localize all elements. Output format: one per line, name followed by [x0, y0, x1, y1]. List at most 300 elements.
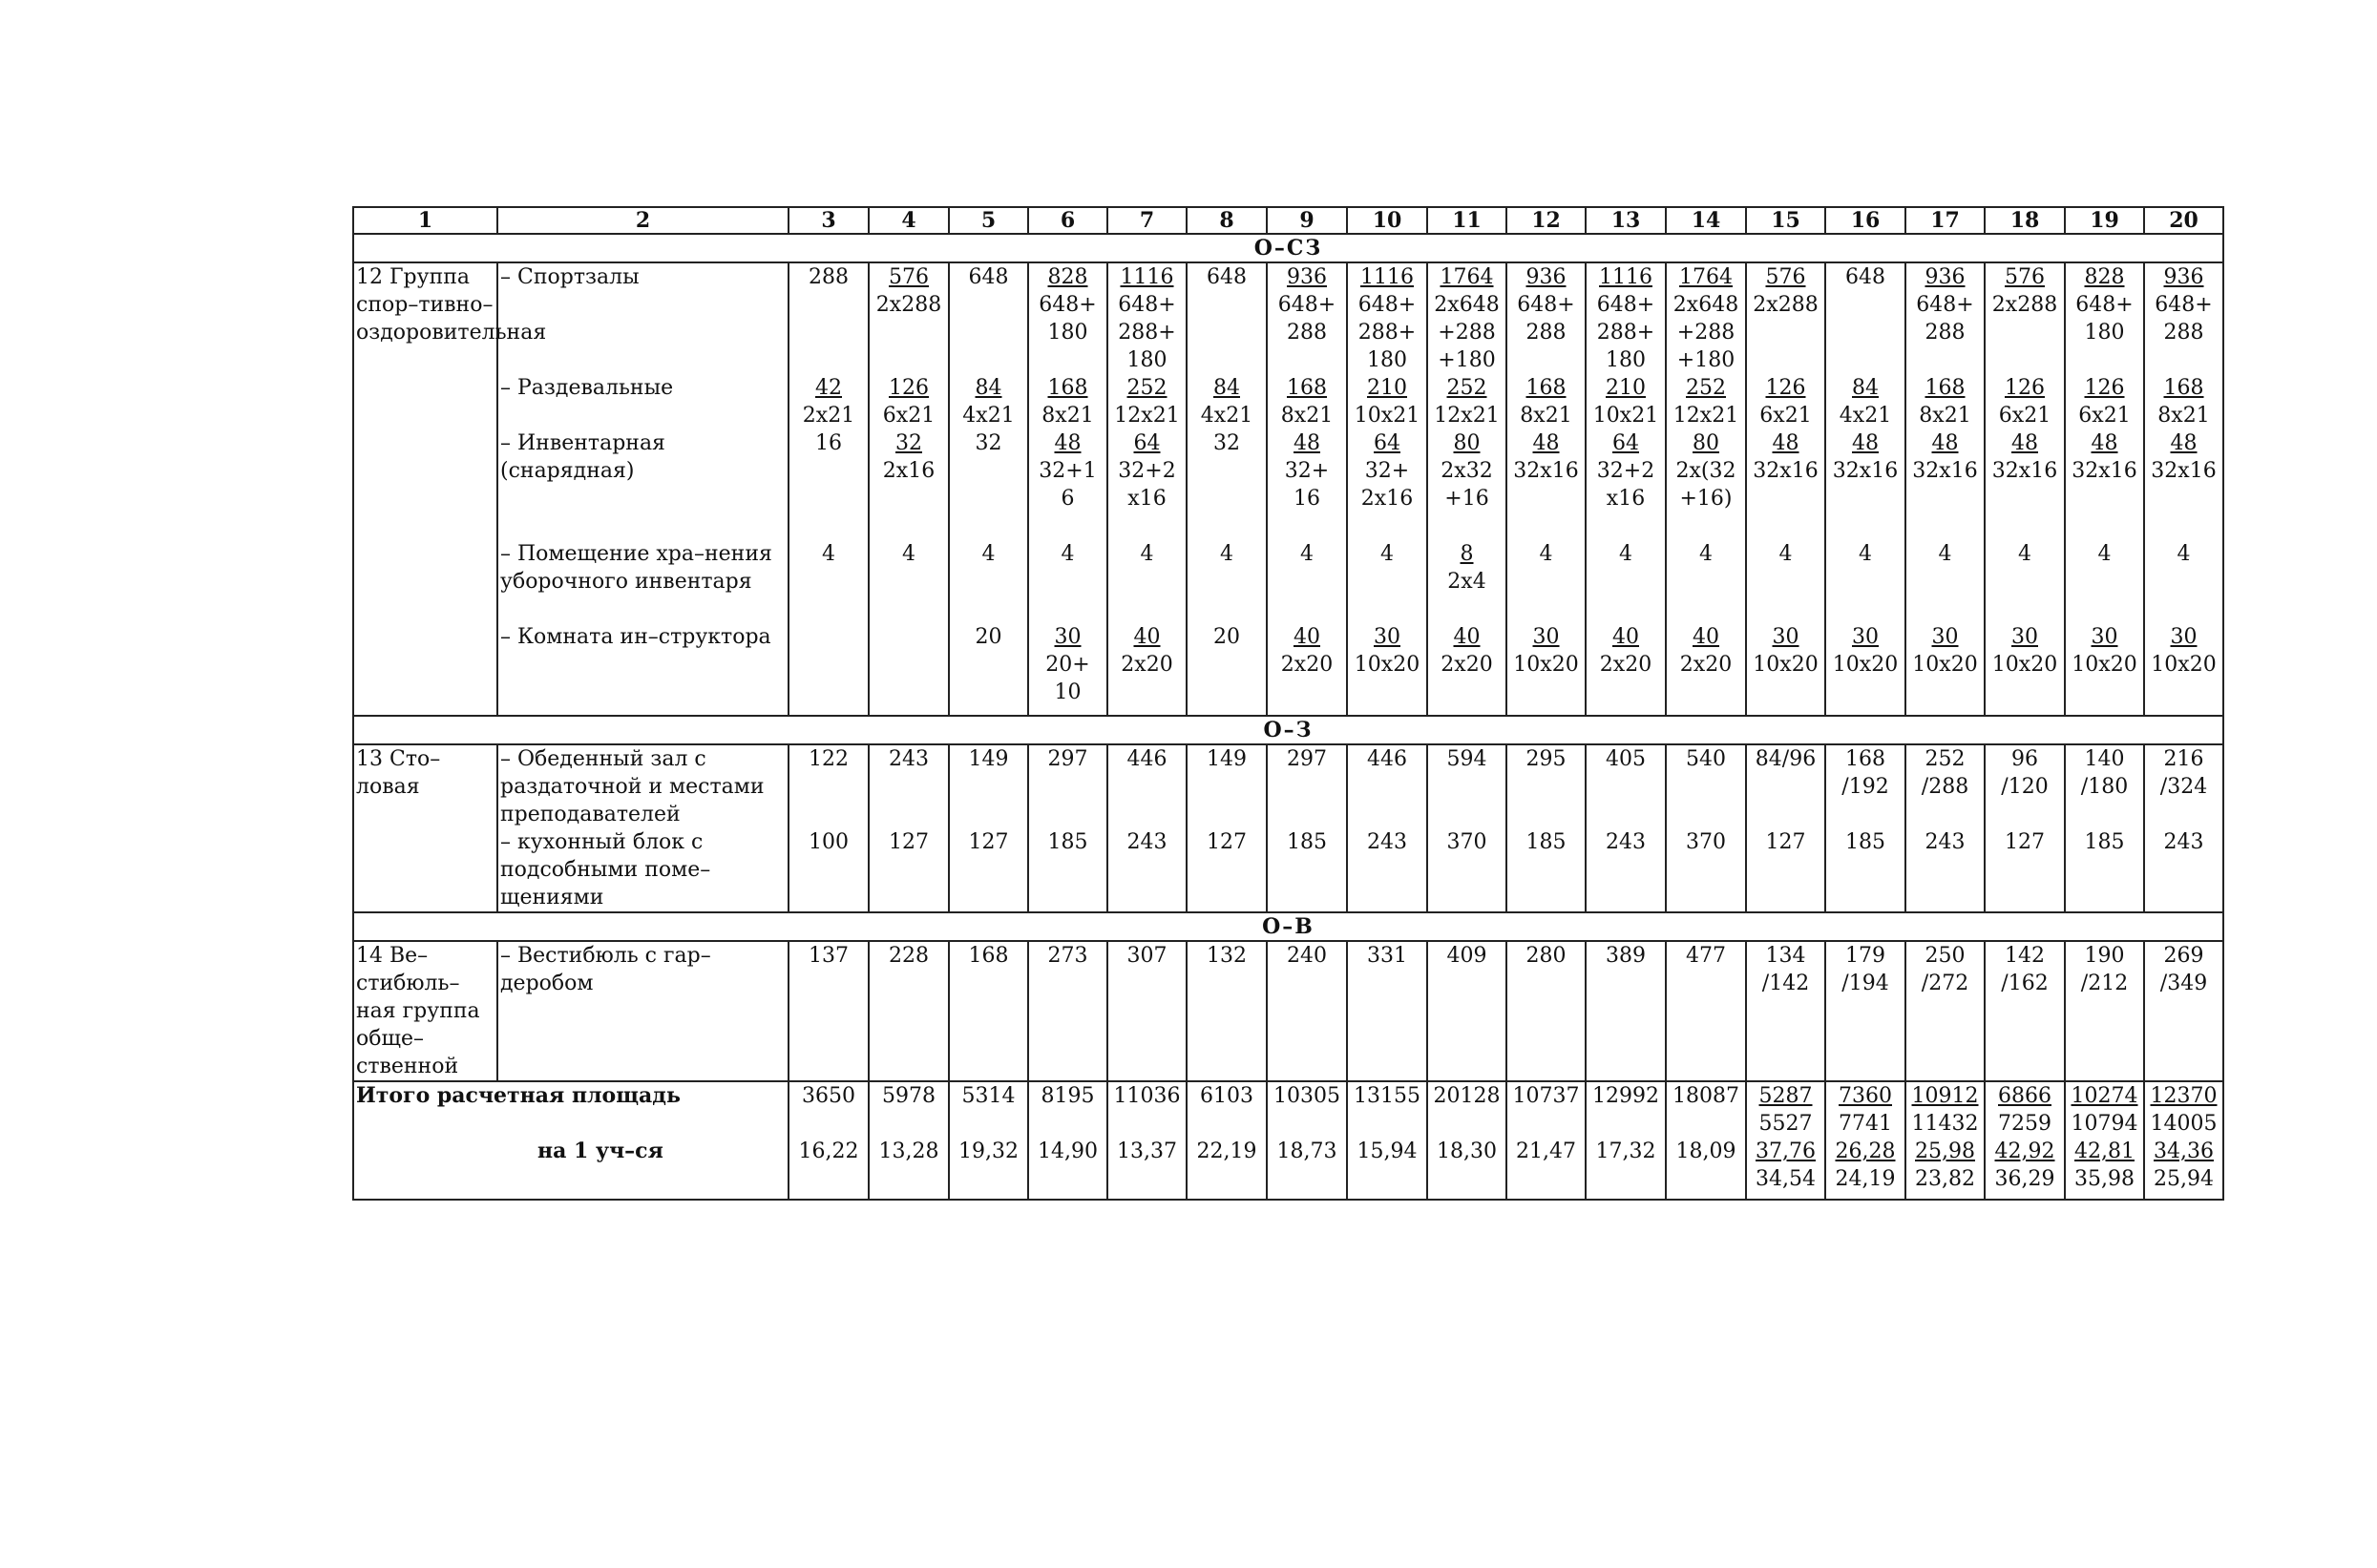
value-block — [1669, 540, 1743, 623]
spacer — [791, 512, 866, 540]
value-block — [2068, 942, 2141, 997]
value-block — [1350, 263, 1424, 374]
value-block — [1509, 263, 1583, 374]
total-value: 12370 — [2150, 1084, 2218, 1108]
value-line: 243 — [2163, 830, 2204, 854]
value-cell — [1825, 744, 1905, 912]
value-line: 288 — [2163, 321, 2204, 345]
value-line: 80 — [1693, 431, 1719, 455]
total-value: 10274 — [2071, 1084, 2138, 1108]
value-line: 648 — [968, 265, 1009, 289]
spacer — [356, 1110, 786, 1138]
value-line: 149 — [1207, 747, 1247, 771]
per-student-value: 18,30 — [1437, 1139, 1497, 1163]
value-block — [1110, 623, 1184, 706]
column-number: 6 — [1028, 207, 1107, 234]
value-line: 32x16 — [2151, 459, 2217, 483]
total-cell — [1506, 1081, 1586, 1200]
per-student-value: 23,82 — [1915, 1167, 1975, 1191]
total-value: 10912 — [1911, 1084, 1979, 1108]
per-student-value: 42,92 — [1994, 1139, 2055, 1163]
per-student-value: 18,09 — [1675, 1139, 1736, 1163]
value-line: 288 — [809, 265, 849, 289]
value-line: 30 — [1772, 625, 1799, 649]
value-line: 32+ — [1364, 459, 1410, 483]
total-value: 5527 — [1758, 1112, 1813, 1136]
value-line: 2x21 — [802, 404, 855, 428]
value-line: 2x32 — [1441, 459, 1493, 483]
value-block — [2147, 623, 2220, 706]
value-block — [1350, 540, 1424, 623]
value-block — [1908, 540, 1982, 623]
value-line: 180 — [1367, 348, 1407, 372]
value-block — [872, 942, 946, 997]
value-line: 280 — [1525, 944, 1567, 968]
value-line: 100 — [809, 830, 849, 854]
value-cell — [1427, 744, 1506, 912]
value-line: 16 — [815, 431, 842, 455]
value-block — [1988, 942, 2062, 997]
per-student-block — [1430, 1138, 1504, 1165]
value-block — [1350, 942, 1424, 997]
value-line: 126 — [1765, 376, 1806, 400]
value-block — [1749, 828, 1822, 911]
value-cell — [2065, 941, 2144, 1081]
spacer — [1110, 512, 1184, 540]
value-line: 2x288 — [875, 293, 942, 317]
value-line: 10x20 — [1513, 653, 1579, 677]
value-line: 127 — [968, 830, 1009, 854]
per-student-block — [1350, 1138, 1424, 1165]
column-number: 19 — [2065, 207, 2144, 234]
value-block — [1828, 429, 1903, 512]
item-labels — [497, 744, 789, 912]
value-cell — [1107, 941, 1187, 1081]
spacer — [2147, 512, 2220, 540]
value-block — [1669, 263, 1743, 374]
value-line: 250 — [1925, 944, 1966, 968]
value-block — [1588, 828, 1663, 911]
value-block — [1588, 540, 1663, 623]
total-value: 7741 — [1839, 1112, 1892, 1136]
value-cell — [2144, 941, 2223, 1081]
value-line: /192 — [1841, 775, 1889, 799]
value-block — [952, 263, 1025, 374]
per-student-value: 22,19 — [1196, 1139, 1257, 1163]
group-row — [353, 941, 2223, 1081]
value-block — [1988, 374, 2062, 429]
value-line: 30 — [2170, 625, 2198, 649]
value-line: 10x20 — [1354, 653, 1420, 677]
value-block — [1828, 263, 1903, 374]
value-block — [791, 374, 866, 429]
value-line: 127 — [1765, 830, 1806, 854]
spacer — [1988, 512, 2062, 540]
value-line: 1764 — [1440, 265, 1494, 289]
value-cell — [2144, 262, 2223, 716]
value-line: 4x21 — [1200, 404, 1253, 428]
value-block — [872, 263, 946, 374]
value-block — [1828, 374, 1903, 429]
value-block — [872, 429, 946, 512]
item-label: – Комната ин–структора — [500, 625, 771, 649]
value-line: 2x4 — [1447, 570, 1486, 594]
value-cell — [1347, 262, 1427, 716]
total-cell — [1905, 1081, 1985, 1200]
value-line: 40 — [1133, 625, 1161, 649]
value-line: 6x21 — [882, 404, 936, 428]
value-line: 32+ — [1284, 459, 1330, 483]
value-block — [791, 828, 866, 911]
value-line: 8 — [1460, 542, 1474, 566]
value-cell — [1107, 262, 1187, 716]
per-student-block — [2068, 1138, 2141, 1193]
per-student-block — [1110, 1138, 1184, 1165]
per-student-block — [1588, 1138, 1663, 1165]
value-line: 4 — [1220, 542, 1233, 566]
value-line: 576 — [2005, 265, 2045, 289]
per-student-value: 34,36 — [2154, 1139, 2214, 1163]
value-block — [1988, 263, 2062, 374]
spacer — [952, 512, 1025, 540]
per-student-value: 42,81 — [2074, 1139, 2135, 1163]
value-block — [872, 540, 946, 623]
value-block — [1669, 942, 1743, 997]
total-value: 18087 — [1672, 1084, 1739, 1108]
value-line: 149 — [968, 747, 1009, 771]
value-line: 32x16 — [1832, 459, 1899, 483]
value-block — [1031, 942, 1104, 997]
value-line: 446 — [1367, 747, 1407, 771]
value-block — [872, 745, 946, 828]
value-line: /324 — [2159, 775, 2208, 799]
value-line: 84 — [1852, 376, 1879, 400]
value-block — [1270, 623, 1344, 706]
value-line: +16) — [1679, 487, 1733, 511]
value-cell — [2065, 744, 2144, 912]
value-block — [1110, 263, 1184, 374]
value-block — [1430, 263, 1504, 374]
per-student-block — [952, 1138, 1025, 1165]
value-cell — [1427, 941, 1506, 1081]
value-line: 269 — [2163, 944, 2204, 968]
value-line: +288 — [1438, 321, 1496, 345]
value-block — [1509, 942, 1583, 997]
column-number: 7 — [1107, 207, 1187, 234]
header-row — [353, 207, 2223, 234]
value-block — [1749, 942, 1822, 997]
column-number: 16 — [1825, 207, 1905, 234]
value-line: 4 — [1380, 542, 1394, 566]
total-value: 12992 — [1592, 1084, 1659, 1108]
value-block — [1189, 374, 1264, 429]
value-line: 2x16 — [1360, 487, 1414, 511]
value-line: 10x21 — [1354, 404, 1420, 428]
value-block — [1828, 540, 1903, 623]
column-number: 12 — [1506, 207, 1586, 234]
value-line: 2x288 — [1991, 293, 2058, 317]
column-number: 14 — [1666, 207, 1746, 234]
value-block — [1908, 745, 1982, 828]
value-line: 64 — [1133, 431, 1161, 455]
value-line: 40 — [1612, 625, 1639, 649]
value-line: x16 — [1127, 487, 1167, 511]
value-line: 127 — [2005, 830, 2045, 854]
value-block — [1430, 429, 1504, 512]
value-line: 168 — [1047, 376, 1088, 400]
value-block — [1828, 623, 1903, 706]
value-line: 288 — [1925, 321, 1966, 345]
value-line: 6 — [1061, 487, 1075, 511]
value-block — [1749, 429, 1822, 512]
value-block — [1189, 942, 1264, 997]
value-line: 288+ — [1596, 321, 1655, 345]
value-block — [1031, 623, 1104, 706]
value-line: 48 — [1931, 431, 1959, 455]
spacer — [1749, 512, 1822, 540]
value-line: +288 — [1676, 321, 1735, 345]
value-block — [1988, 540, 2062, 623]
value-line: 2x16 — [882, 459, 936, 483]
value-line: 8x21 — [1919, 404, 1971, 428]
value-block — [2147, 745, 2220, 828]
value-block — [1430, 942, 1504, 997]
total-cell — [1746, 1081, 1825, 1200]
value-cell — [1666, 744, 1746, 912]
value-cell — [1985, 941, 2065, 1081]
total-value: 10794 — [2071, 1112, 2138, 1136]
value-block — [952, 374, 1025, 429]
value-line: 936 — [1525, 265, 1567, 289]
value-line: 12x21 — [1114, 404, 1180, 428]
value-line: 168 — [968, 944, 1009, 968]
value-line: 4 — [822, 542, 835, 566]
total-block — [1988, 1082, 2062, 1138]
value-block — [1509, 828, 1583, 911]
value-line: 1764 — [1679, 265, 1733, 289]
value-line: 64 — [1612, 431, 1639, 455]
value-line: 48 — [1294, 431, 1320, 455]
per-student-label: на 1 уч–ся — [537, 1139, 663, 1163]
value-cell — [1586, 941, 1666, 1081]
value-line: 2x20 — [1441, 653, 1493, 677]
spacer — [1350, 512, 1424, 540]
value-line: 6x21 — [2078, 404, 2131, 428]
value-line: 40 — [1294, 625, 1320, 649]
column-number: 11 — [1427, 207, 1506, 234]
value-block — [1430, 623, 1504, 706]
value-line: 6x21 — [1759, 404, 1812, 428]
value-block — [2147, 942, 2220, 997]
value-block — [2068, 540, 2141, 623]
column-number: 17 — [1905, 207, 1985, 234]
value-line: 8x21 — [1520, 404, 1572, 428]
value-line: 48 — [2091, 431, 2118, 455]
value-block — [1988, 745, 2062, 828]
value-line: 252 — [1126, 376, 1167, 400]
total-value: 10737 — [1512, 1084, 1580, 1108]
total-label: Итого расчетная площадь — [356, 1083, 681, 1108]
value-line: +180 — [1438, 348, 1496, 372]
value-block — [1669, 745, 1743, 828]
value-line: 4 — [2018, 542, 2031, 566]
value-cell — [2065, 262, 2144, 716]
value-block — [1908, 429, 1982, 512]
value-line: 288 — [1287, 321, 1327, 345]
value-cell — [1267, 744, 1347, 912]
per-student-value: 35,98 — [2074, 1167, 2135, 1191]
value-line: 405 — [1606, 747, 1646, 771]
value-line: 185 — [1525, 830, 1567, 854]
value-block — [1509, 540, 1583, 623]
value-line: 32x16 — [1912, 459, 1978, 483]
value-block — [1908, 942, 1982, 997]
value-cell — [1506, 262, 1586, 716]
area-table — [352, 206, 2224, 1201]
value-line: 6x21 — [1998, 404, 2051, 428]
value-line: 32+1 — [1039, 459, 1097, 483]
value-block — [952, 429, 1025, 512]
item-label: – Раздевальные — [500, 376, 674, 400]
value-block — [1031, 374, 1104, 429]
value-cell — [1506, 744, 1586, 912]
value-cell — [1187, 941, 1267, 1081]
value-line: 84 — [975, 376, 1002, 400]
value-line: 331 — [1367, 944, 1407, 968]
value-cell — [1028, 941, 1107, 1081]
value-line: 4 — [1300, 542, 1314, 566]
per-student-block — [1189, 1138, 1264, 1165]
value-line: 32 — [895, 431, 922, 455]
value-cell — [1187, 744, 1267, 912]
total-cell — [949, 1081, 1028, 1200]
value-cell — [949, 262, 1028, 716]
value-line: 126 — [2005, 376, 2045, 400]
value-line: 295 — [1525, 747, 1567, 771]
group-name: 12 Группа спор–тивно–оздоровительная — [353, 262, 497, 716]
value-cell — [1267, 262, 1347, 716]
value-line: 446 — [1126, 747, 1167, 771]
value-line: 127 — [1207, 830, 1247, 854]
value-block — [1669, 828, 1743, 911]
value-line: 30 — [1931, 625, 1959, 649]
value-line: 20+ — [1045, 653, 1090, 677]
value-block — [872, 623, 946, 706]
per-student-value: 24,19 — [1835, 1167, 1896, 1191]
total-value: 6866 — [1998, 1084, 2051, 1108]
value-block — [1828, 745, 1903, 828]
group-row — [353, 262, 2223, 716]
value-line: 936 — [1925, 265, 1966, 289]
value-line: 142 — [2005, 944, 2045, 968]
item-label: – Инвентарная (снарядная) — [500, 431, 665, 483]
total-block — [1189, 1082, 1264, 1138]
value-line: 648+ — [1357, 293, 1417, 317]
value-block — [1588, 745, 1663, 828]
value-line: x16 — [1606, 487, 1646, 511]
value-block — [952, 942, 1025, 997]
value-cell — [1028, 744, 1107, 912]
total-value: 14005 — [2150, 1112, 2218, 1136]
value-line: 240 — [1287, 944, 1327, 968]
value-line: 132 — [1207, 944, 1247, 968]
value-line: 126 — [889, 376, 929, 400]
value-block — [1669, 429, 1743, 512]
value-line: 10x20 — [1753, 653, 1819, 677]
value-block — [1749, 374, 1822, 429]
total-cell — [1825, 1081, 1905, 1200]
value-line: 32x16 — [2072, 459, 2137, 483]
table-body — [353, 207, 2223, 1200]
column-number: 10 — [1347, 207, 1427, 234]
value-block — [1749, 745, 1822, 828]
total-cell — [2144, 1081, 2223, 1200]
per-student-block — [1031, 1138, 1104, 1165]
value-line: /162 — [2001, 972, 2049, 995]
per-student-value: 16,22 — [798, 1139, 859, 1163]
total-block — [1350, 1082, 1424, 1138]
value-block — [1189, 745, 1264, 828]
value-block — [1270, 828, 1344, 911]
total-block — [1828, 1082, 1903, 1138]
value-block — [1908, 828, 1982, 911]
value-line: 370 — [1446, 830, 1487, 854]
value-line: 180 — [1126, 348, 1167, 372]
value-line: 4 — [1061, 542, 1075, 566]
value-block — [1350, 429, 1424, 512]
value-line: 10x20 — [1832, 653, 1899, 677]
value-line: 1116 — [1360, 265, 1414, 289]
value-block — [1350, 828, 1424, 911]
total-cell — [1347, 1081, 1427, 1200]
value-line: 4 — [1859, 542, 1872, 566]
value-line: 30 — [2091, 625, 2118, 649]
value-block — [872, 374, 946, 429]
total-value: 8195 — [1041, 1084, 1095, 1108]
total-block — [2068, 1082, 2141, 1138]
total-block — [1588, 1082, 1663, 1138]
value-line: 4 — [1778, 542, 1793, 566]
total-block — [1430, 1082, 1504, 1138]
value-line: 127 — [889, 830, 929, 854]
value-line: 48 — [2011, 431, 2038, 455]
value-line: 1116 — [1120, 265, 1174, 289]
value-block — [1189, 263, 1264, 374]
value-block — [791, 429, 866, 512]
spacer — [1270, 512, 1344, 540]
value-line: 288+ — [1357, 321, 1417, 345]
value-line: 648+ — [2075, 293, 2134, 317]
value-line: 8x21 — [1041, 404, 1094, 428]
value-line: 828 — [2084, 265, 2125, 289]
value-line: /142 — [1761, 972, 1810, 995]
value-block — [1189, 623, 1264, 706]
value-cell — [1666, 941, 1746, 1081]
value-line: 4 — [1539, 542, 1553, 566]
value-line: 307 — [1126, 944, 1167, 968]
value-block — [1749, 263, 1822, 374]
value-block — [1110, 942, 1184, 997]
value-block — [952, 540, 1025, 623]
total-value: 5978 — [882, 1084, 936, 1108]
value-block — [1749, 540, 1822, 623]
value-cell — [1028, 262, 1107, 716]
value-block — [1350, 374, 1424, 429]
value-block — [1270, 429, 1344, 512]
total-block — [2147, 1082, 2220, 1138]
value-line: 389 — [1606, 944, 1646, 968]
value-line: 185 — [1287, 830, 1327, 854]
